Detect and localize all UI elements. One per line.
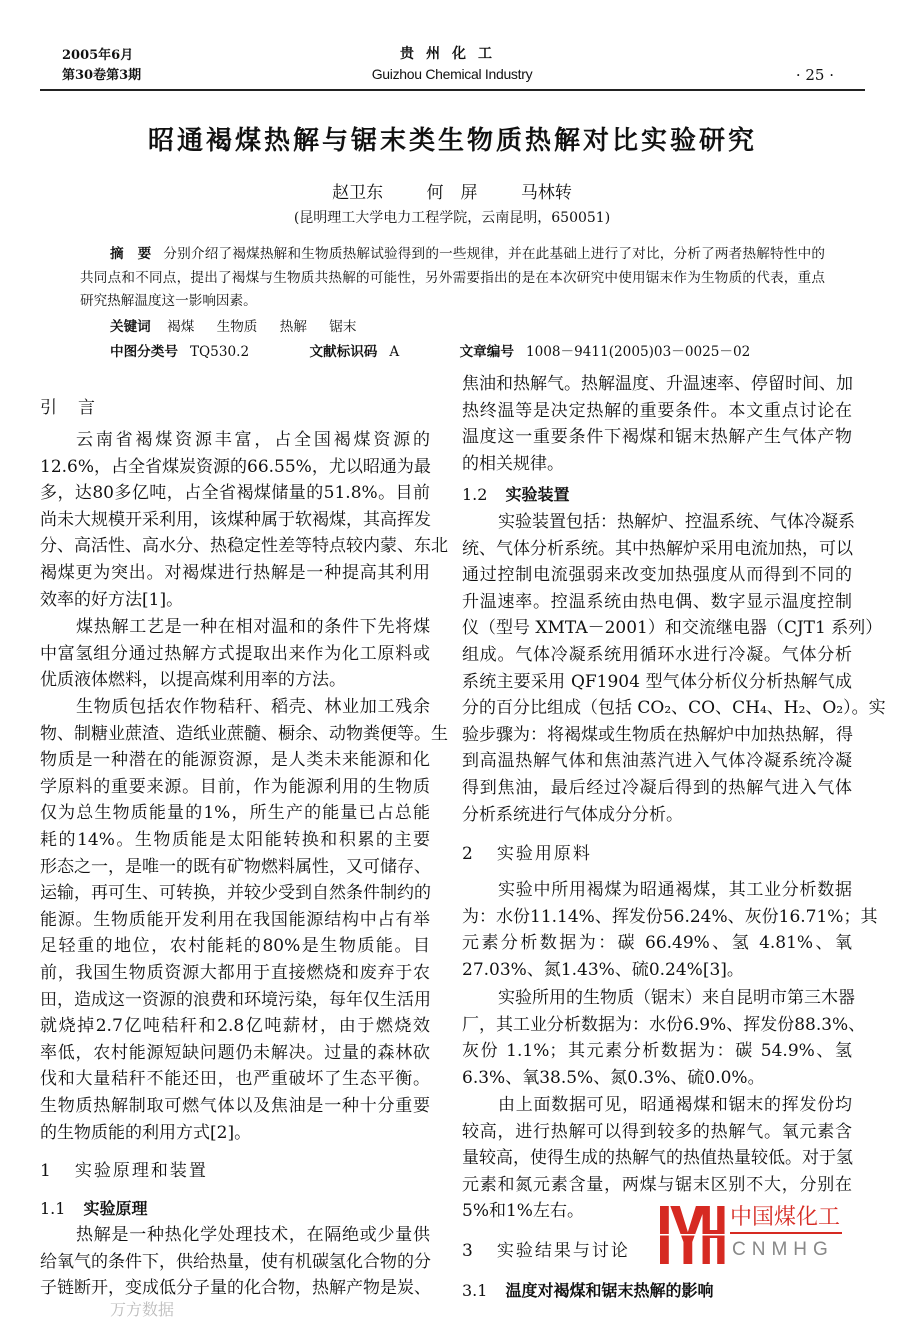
text-line: 褐煤更为突出。对褐煤进行热解是一种提高其利用 bbox=[40, 562, 430, 583]
text-line: 优质液体燃料，以提高煤利用率的方法。 bbox=[40, 670, 346, 691]
text-line: 为：水份11.14%、挥发份56.24%、灰份16.71%；其 bbox=[462, 906, 878, 927]
author: 赵卫东 bbox=[332, 183, 384, 203]
paper-title: 昭通褐煤热解与锯末类生物质热解对比实验研究 bbox=[147, 126, 757, 156]
text-line: 物质是一种潜在的能源资源，是人类未来能源和化 bbox=[40, 750, 430, 771]
text-line: 6.3%、氧38.5%、氮0.3%、硫0.0%。 bbox=[462, 1067, 765, 1088]
keywords-label: 关键词 bbox=[110, 319, 151, 335]
text-line: 热终温等是决定热解的重要条件。本文重点讨论在 bbox=[462, 400, 852, 421]
paragraph bbox=[462, 985, 866, 1091]
keyword: 生物质 bbox=[216, 319, 258, 335]
text-line: 元素和氮元素含量，两煤与锯末区别不大，分别在 bbox=[462, 1174, 852, 1195]
abstract-text: 分别介绍了褐煤热解和生物质热解试验得到的一些规律，并在此基础上进行了对比，分析了两者热解特性中的共同点和不同点，提出了褐煤与生物质共热解的可能性，另外需要指出的是在本次研究中使用锯末作为生物质的代表，重点研究热解温度这一影响因素。 bbox=[80, 246, 826, 309]
keywords bbox=[110, 315, 750, 340]
section-title: 实验结果与讨论 bbox=[496, 1241, 630, 1261]
issue-date: 2005年6月 bbox=[62, 48, 134, 63]
text-line: 的生物质能的利用方式[2]。 bbox=[40, 1122, 252, 1143]
text-line: 生物质包括农作物秸秆、稻壳、林业加工残余 bbox=[76, 697, 430, 717]
text-line: 中富氢组分通过热解方式提取出来作为化工原料或 bbox=[40, 643, 430, 664]
section-heading bbox=[40, 395, 430, 422]
clc-code: TQ530.2 bbox=[189, 344, 250, 360]
paragraph bbox=[40, 1222, 430, 1302]
text-line: 实验中所用褐煤为昭通褐煤，其工业分析数据 bbox=[498, 880, 852, 900]
journal-name-en: Guizhou Chemical Industry bbox=[371, 66, 533, 82]
text-line: 仅为总生物质能量的1%，所生产的能量已占总能 bbox=[40, 803, 430, 824]
subsection-heading bbox=[40, 1196, 430, 1223]
section-heading bbox=[462, 841, 852, 868]
text-line: 给氧气的条件下，供给热量，使有机碳氢化合物的分 bbox=[40, 1251, 431, 1272]
paragraph bbox=[462, 509, 886, 828]
text-line: 由上面数据可见，昭通褐煤和锯末的挥发份均 bbox=[498, 1095, 852, 1115]
keyword: 褐煤 bbox=[167, 319, 195, 335]
text-line: 分析系统进行气体成分分析。 bbox=[462, 804, 683, 825]
section-number: 3.1 bbox=[462, 1281, 488, 1300]
text-line: 27.03%、氮1.43%、硫0.24%[3]。 bbox=[462, 959, 744, 980]
section-title: 实验原理 bbox=[83, 1199, 148, 1218]
paragraph bbox=[462, 371, 852, 477]
text-line: 足轻重的地位，农村能耗的80%是生物质能。目 bbox=[40, 936, 430, 957]
journal-name bbox=[352, 44, 552, 84]
header-rule bbox=[40, 89, 865, 91]
text-line: 统、气体分析系统。其中热解炉采用电流加热，可以 bbox=[462, 538, 853, 559]
section-number: 3 bbox=[462, 1241, 475, 1261]
paragraph bbox=[462, 877, 878, 983]
text-line: 实验装置包括：热解炉、控温系统、气体冷凝系 bbox=[498, 512, 855, 532]
text-line: 仪（型号 XMTA－2001）和交流继电器（CJT1 系列） bbox=[462, 618, 883, 639]
classification bbox=[110, 340, 750, 365]
section-number: 1.1 bbox=[40, 1199, 66, 1218]
section-title: 温度对褐煤和锯末热解的影响 bbox=[505, 1281, 714, 1300]
watermark-divider bbox=[730, 1232, 842, 1234]
paper-metadata bbox=[110, 315, 750, 365]
section-title: 实验原理和装置 bbox=[74, 1161, 208, 1181]
keyword: 热解 bbox=[279, 319, 307, 335]
article-no-label: 文章编号 bbox=[459, 344, 514, 360]
issue-info bbox=[62, 46, 141, 86]
text-line: 田，造成这一资源的浪费和环境污染，每年仅生活用 bbox=[40, 989, 431, 1010]
text-line: 到高温热解气体和焦油蒸汽进入气体冷凝系统冷凝 bbox=[462, 751, 852, 772]
text-line: 验步骤为：将褐煤或生物质在热解炉中加热热解，得 bbox=[462, 724, 853, 745]
text-line: 组成。气体冷凝系统用循环水进行冷凝。气体分析 bbox=[462, 644, 852, 665]
text-line: 多，达80多亿吨，占全省褐煤储量的51.8%。目前 bbox=[40, 483, 430, 504]
text-line: 升温速率。控温系统由热电偶、数字显示温度控制 bbox=[462, 591, 852, 612]
text-line: 前，我国生物质资源大都用于直接燃烧和废弃于农 bbox=[40, 962, 430, 983]
section-title: 实验用原料 bbox=[496, 844, 592, 864]
watermark-text-en: CNMHG bbox=[732, 1239, 834, 1260]
journal-name-cn: 贵州化工 bbox=[400, 46, 504, 62]
text-line: 能源。生物质能开发利用在我国能源结构中占有举 bbox=[40, 909, 430, 930]
paragraph bbox=[40, 694, 448, 1146]
text-line: 厂，其工业分析数据为：水份6.9%、挥发份88.3%、 bbox=[462, 1014, 866, 1035]
text-line: 5%和1%左右。 bbox=[462, 1201, 584, 1222]
text-line: 元素分析数据为：碳 66.49%、氢 4.81%、氧 bbox=[462, 933, 852, 954]
subsection-heading bbox=[462, 1278, 852, 1305]
article-no: 1008－9411(2005)03－0025－02 bbox=[525, 344, 751, 360]
text-line: 实验所用的生物质（锯末）来自昆明市第三木器 bbox=[498, 988, 855, 1008]
keyword: 锯末 bbox=[329, 319, 357, 335]
subsection-heading bbox=[462, 482, 852, 509]
text-line: 较高，进行热解可以得到较多的热解气。氧元素含 bbox=[462, 1121, 852, 1142]
section-title: 实验装置 bbox=[505, 485, 570, 504]
abstract bbox=[80, 243, 825, 314]
text-line: 效率的好方法[1]。 bbox=[40, 589, 184, 610]
section-number: 1.2 bbox=[462, 485, 488, 504]
doc-code-label: 文献标识码 bbox=[309, 344, 378, 360]
text-line: 分的百分比组成（包括 CO₂、CO、CH₄、H₂、O₂）。实 bbox=[462, 698, 886, 719]
text-line: 得到焦油，最后经过冷凝后得到的热解气进入气体 bbox=[462, 777, 852, 798]
section-title: 引 言 bbox=[40, 398, 97, 418]
text-line: 形态之一，是唯一的既有矿物燃料属性，又可储存、 bbox=[40, 856, 431, 877]
abstract-label: 摘 要 bbox=[110, 246, 152, 262]
text-line: 热解是一种热化学处理技术，在隔绝或少量供 bbox=[76, 1225, 430, 1245]
text-line: 系统主要采用 QF1904 型气体分析仪分析热解气成 bbox=[462, 671, 852, 692]
text-line: 12.6%，占全省煤炭资源的66.55%，尤以昭通为最 bbox=[40, 456, 431, 477]
text-line: 就烧掉2.7亿吨秸秆和2.8亿吨薪材，由于燃烧效 bbox=[40, 1016, 430, 1037]
text-line: 耗的14%。生物质能是太阳能转换和积累的主要 bbox=[40, 829, 430, 850]
section-heading bbox=[40, 1158, 430, 1185]
page-number: · 25 · bbox=[795, 66, 834, 84]
text-line: 分、高活性、高水分、热稳定性差等特点较内蒙、东北 bbox=[40, 536, 448, 557]
watermark-text-cn: 中国煤化工 bbox=[730, 1204, 841, 1229]
affiliation: (昆明理工大学电力工程学院，云南昆明，650051) bbox=[293, 210, 611, 226]
text-line: 学原料的重要来源。目前，作为能源利用的生物质 bbox=[40, 776, 430, 797]
text-line: 尚未大规模开采利用，该煤种属于软褐煤，其高挥发 bbox=[40, 509, 431, 530]
paragraph bbox=[40, 427, 448, 613]
text-line: 云南省褐煤资源丰富，占全国褐煤资源的 bbox=[76, 430, 430, 450]
text-line: 通过控制电流强弱来改变加热强度从而得到不同的 bbox=[462, 565, 852, 586]
text-line: 物、制糖业蔗渣、造纸业蔗髓、橱余、动物粪便等。生 bbox=[40, 723, 448, 744]
text-line: 的相关规律。 bbox=[462, 453, 564, 474]
text-line: 生物质热解制取可燃气体以及焦油是一种十分重要 bbox=[40, 1095, 430, 1116]
doc-code: A bbox=[389, 344, 400, 360]
text-line: 焦油和热解气。热解温度、升温速率、停留时间、加 bbox=[462, 374, 853, 394]
text-line: 量较高，使得生成的热解气的热值热量较低。对于氢 bbox=[462, 1148, 853, 1169]
text-line: 煤热解工艺是一种在相对温和的条件下先将煤 bbox=[76, 617, 430, 637]
section-number: 1 bbox=[40, 1161, 53, 1181]
issue-volume: 第30卷第3期 bbox=[62, 68, 142, 83]
text-line: 灰份 1.1%；其元素分析数据为：碳 54.9%、氢 bbox=[462, 1041, 852, 1062]
text-line: 子链断开，变成低分子量的化合物，热解产物是炭、 bbox=[40, 1278, 431, 1299]
section-number: 2 bbox=[462, 844, 475, 864]
authors bbox=[0, 178, 904, 203]
watermark-logo-icon bbox=[660, 1204, 726, 1266]
text-line: 温度这一重要条件下褐煤和锯末热解产生气体产物 bbox=[462, 427, 852, 448]
source-watermark: 万方数据 bbox=[110, 1300, 175, 1319]
clc-label: 中图分类号 bbox=[110, 344, 178, 360]
paragraph bbox=[40, 614, 430, 694]
text-line: 运输，再可生、可转换，并较少受到自然条件制约的 bbox=[40, 883, 431, 904]
watermark-logo bbox=[660, 1204, 726, 1266]
author: 何 屏 bbox=[426, 183, 478, 203]
author: 马林转 bbox=[520, 183, 572, 203]
text-line: 率低，农村能源短缺问题仍未解决。过量的森林砍 bbox=[40, 1042, 430, 1063]
text-line: 伐和大量秸秆不能还田，也严重破坏了生态平衡。 bbox=[40, 1069, 430, 1090]
